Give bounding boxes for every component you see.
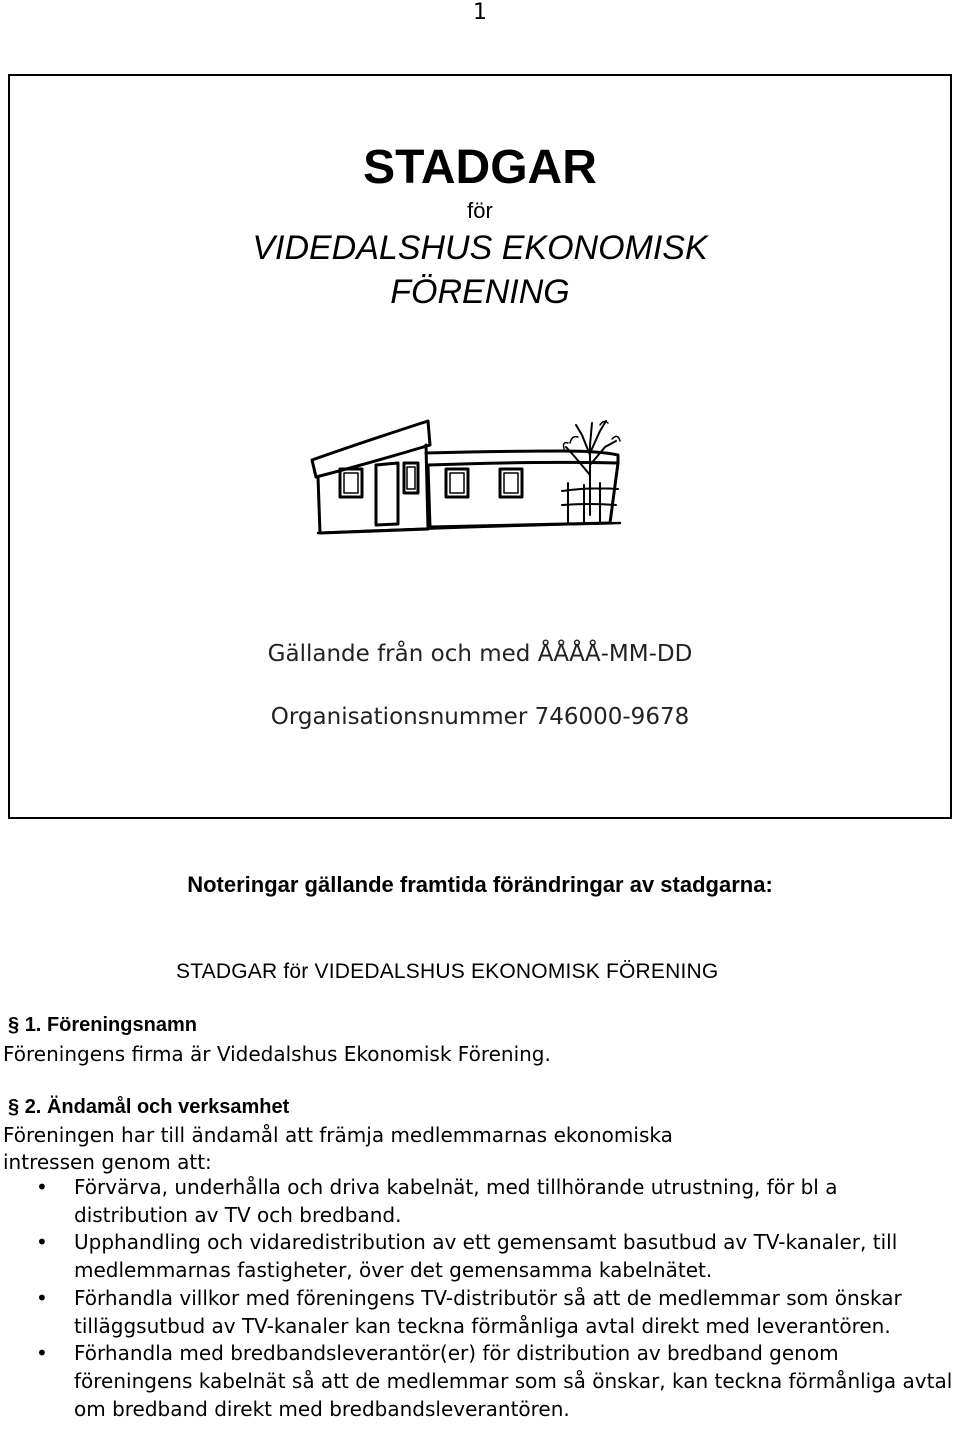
cover-org-line-1: VIDEDALSHUS EKONOMISK (252, 229, 708, 267)
bullet-icon: • (36, 1230, 48, 1255)
document-title: STADGAR för VIDEDALSHUS EKONOMISK FÖRENING (176, 960, 719, 983)
notes-heading: Noteringar gällande framtida förändringar av stadgarna: (187, 872, 773, 897)
list-item-text: Förhandla med bredbandsleverantör(er) för distribution av bredband genom föreningens kabelnät så att de medlemmar som så önskar, kan teckna förmånliga avtal om bredband direkt med bredbandsleverantören. (74, 1341, 953, 1421)
page-number: 1 (473, 0, 487, 25)
section-2-text-line-2: intressen genom att: (3, 1150, 212, 1174)
cover-title: STADGAR (363, 141, 597, 194)
cover-org-line-2: FÖRENING (390, 273, 570, 311)
section-1-text: Föreningens firma är Videdalshus Ekonomisk Förening. (3, 1042, 551, 1066)
list-item-text: Förhandla villkor med föreningens TV-distributör så att de medlemmar som önskar tilläggsutbud av TV-kanaler kan teckna förmånliga avtal direkt med leverantören. (74, 1285, 902, 1338)
list-item-text: Förvärva, underhålla och driva kabelnät, med tillhörande utrustning, för bl a distribution av TV och bredband. (74, 1175, 838, 1227)
section-1-title: Föreningsnamn (46, 1014, 197, 1036)
cover-for: för (467, 198, 493, 223)
valid-from: Gällande från och med ÅÅÅÅ-MM-DD (267, 641, 693, 667)
section-2-text-line-1: Föreningen har till ändamål att främja medlemmarnas ekonomiska (3, 1123, 673, 1147)
cover-organization-name (0, 226, 960, 314)
list-item (0, 1174, 960, 1229)
section-2-heading (8, 1094, 289, 1120)
organization-number: Organisationsnummer 746000-9678 (270, 704, 690, 730)
list-item (0, 1340, 960, 1423)
section-1-heading (8, 1012, 197, 1038)
section-2-title: Ändamål och verksamhet (46, 1096, 290, 1118)
list-item (0, 1285, 960, 1340)
list-item-text: Upphandling och vidaredistribution av ett gemensamt basutbud av TV-kanaler, till medlemmarnas fastigheter, över det gemensamma kabelnätet. (74, 1230, 898, 1283)
bullet-icon: • (36, 1175, 48, 1199)
section-1-number: 1. (24, 1014, 42, 1036)
section-sign-icon: § (8, 1014, 20, 1036)
bullet-icon: • (36, 1341, 48, 1366)
purpose-list (0, 1174, 960, 1423)
house-drawing (300, 405, 660, 555)
section-2-number: 2. (24, 1096, 42, 1118)
bullet-icon: • (36, 1285, 48, 1310)
list-item (0, 1229, 960, 1284)
section-sign-icon: § (8, 1096, 20, 1118)
